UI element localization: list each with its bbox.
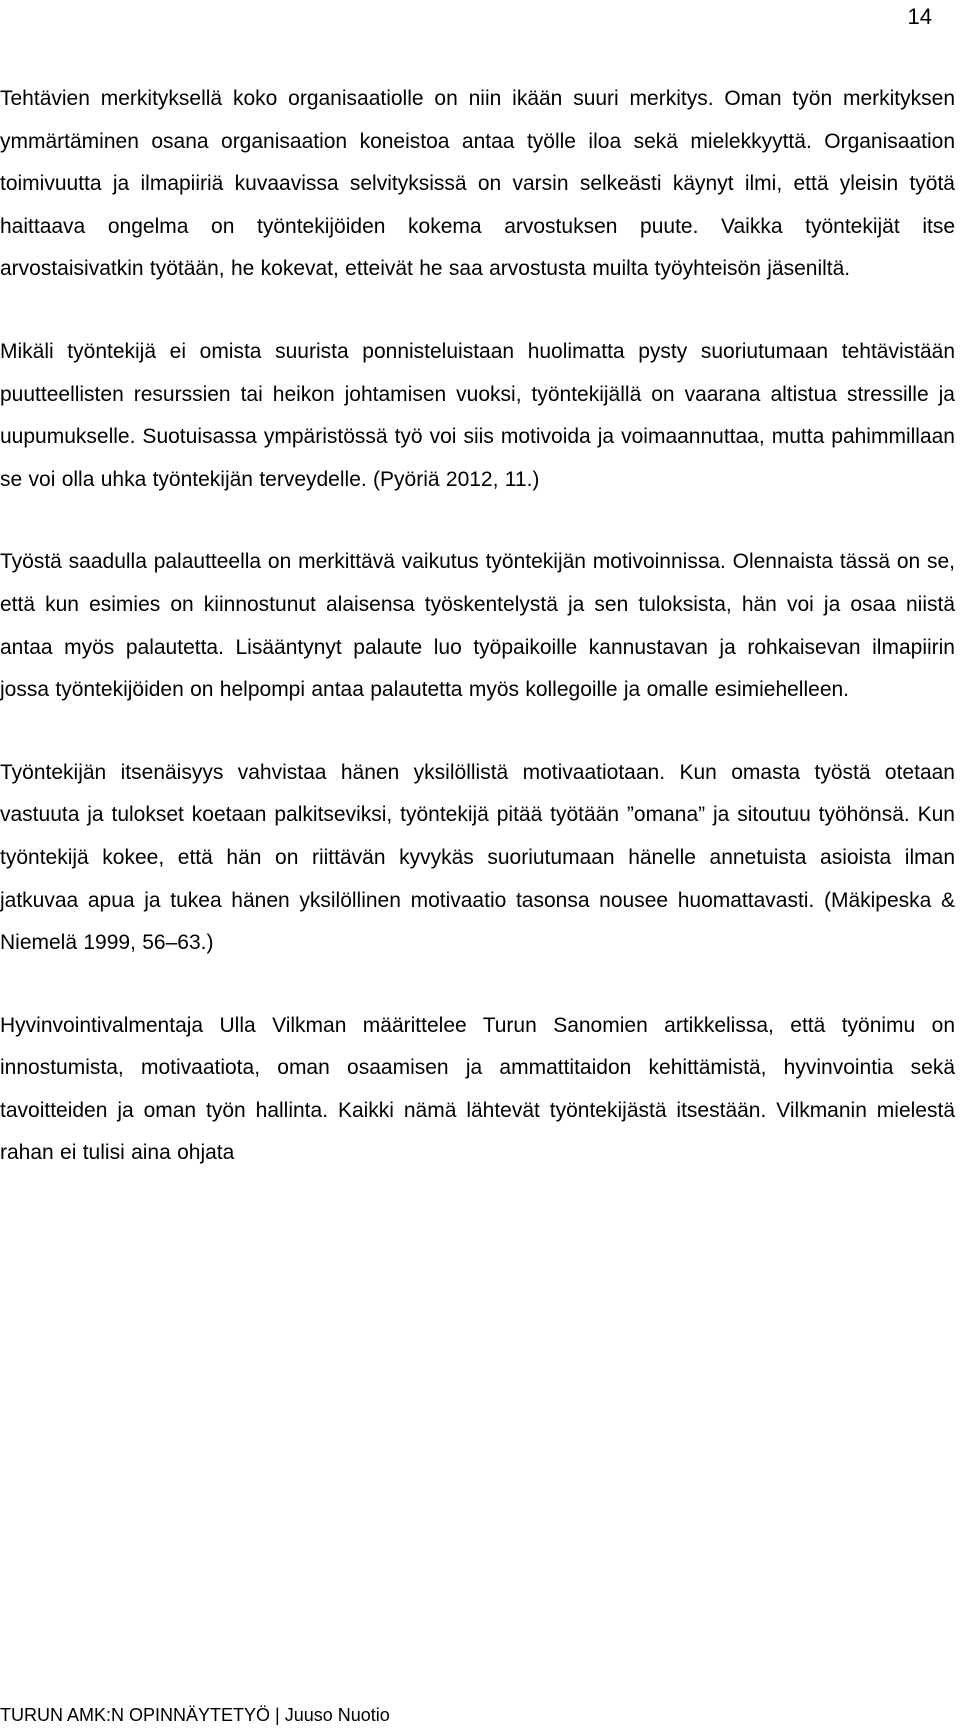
page-number: 14 [907, 4, 932, 29]
paragraph-stress-risk: Mikäli työntekijä ei omista suurista ponnisteluistaan huolimatta pysty suoriutumaan tehtävistään puutteellisten resurssien tai heikon johtamisen vuoksi, työntekijällä on vaarana altistua stressille ja uupumukselle. Suotuisassa ympäristössä työ voi siis motivoida ja voimaannuttaa, mutta pahimmillaan se voi olla uhka työntekijän terveydelle. (Pyöriä 2012, 11.) [0, 339, 955, 491]
body-text [0, 78, 955, 1215]
paragraph-work-engagement: Hyvinvointivalmentaja Ulla Vilkman määrittelee Turun Sanomien artikkelissa, että työnimu on innostumista, motivaatiota, oman osaamisen ja ammattitaidon kehittämistä, hyvinvointia sekä tavoitteiden ja oman työn hallinta. Kaikki nämä lähtevät työntekijästä itsestään. Vilkmanin mielestä rahan ei tulisi aina ohjata [0, 1013, 955, 1165]
paragraph-task-meaning: Tehtävien merkityksellä koko organisaatiolle on niin ikään suuri merkitys. Oman työn merkityksen ymmärtäminen osana organisaation koneistoa antaa työlle iloa sekä mielekkyyttä. Organisaation toimivuutta ja ilmapiiriä kuvaavissa selvityksissä on varsin selkeästi käynyt ilmi, että yleisin työtä haittaava ongelma on työntekijöiden kokema arvostuksen puute. Vaikka työntekijät itse arvostaisivatkin työtään, he kokevat, etteivät he saa arvostusta muilta työyhteisön jäseniltä. [0, 87, 955, 281]
paragraph-feedback: Työstä saadulla palautteella on merkittävä vaikutus työntekijän motivoinnissa. Olennaista tässä on se, että kun esimies on kiinnostunut alaisensa työskentelystä ja sen tuloksista, hän voi ja osaa niistä antaa myös palautetta. Lisääntynyt palaute luo työpaikoille kannustavan ja rohkaisevan ilmapiirin jossa työntekijöiden on helpompi antaa palautetta myös kollegoille ja omalle esimiehelleen. [0, 550, 955, 702]
paragraph-independence: Työntekijän itsenäisyys vahvistaa hänen yksilöllistä motivaatiotaan. Kun omasta työstä otetaan vastuuta ja tulokset koetaan palkitseviksi, työntekijä pitää työtään ”omana” ja sitoutuu työhönsä. Kun työntekijä kokee, että hän on riittävän kyvykäs suoriutumaan hänelle annetuista asioista ilman jatkuvaa apua ja tukea hänen yksilöllinen motivaatio tasonsa nousee huomattavasti. (Mäkipeska & Niemelä 1999, 56–63.) [0, 760, 955, 955]
page-footer: TURUN AMK:N OPINNÄYTETYÖ | Juuso Nuotio [0, 1705, 390, 1725]
